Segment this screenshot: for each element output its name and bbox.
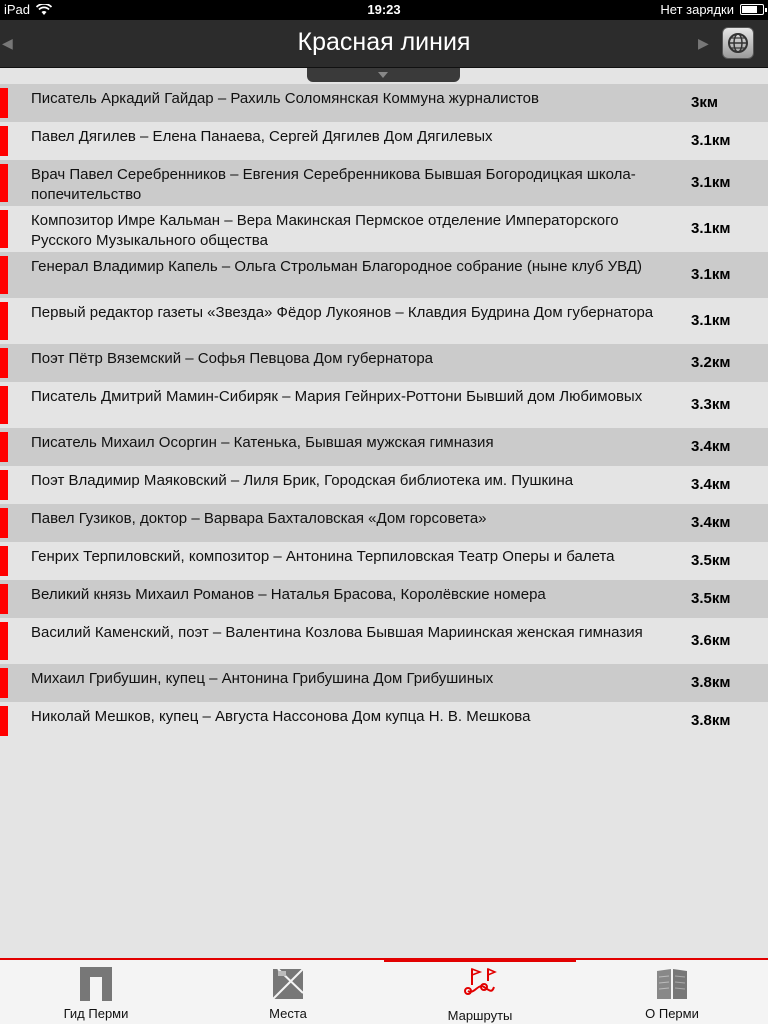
red-marker bbox=[0, 622, 8, 660]
tab-guide[interactable] bbox=[0, 960, 192, 1024]
tab-routes[interactable] bbox=[384, 960, 576, 1024]
list-item[interactable] bbox=[0, 382, 768, 428]
item-label: Поэт Пётр Вяземский – Софья Певцова Дом губернатора bbox=[31, 350, 434, 367]
red-marker bbox=[0, 508, 8, 538]
list-item[interactable] bbox=[0, 428, 768, 466]
list-item[interactable] bbox=[0, 504, 768, 542]
list-item[interactable] bbox=[0, 84, 768, 122]
item-distance: 3.8км bbox=[691, 674, 731, 691]
item-label: Врач Павел Серебренников – Евгения Серебренникова Бывшая Богородицкая школа-попечительство bbox=[31, 166, 636, 203]
dropdown-handle[interactable] bbox=[307, 68, 460, 82]
globe-button[interactable] bbox=[722, 27, 754, 59]
red-marker bbox=[0, 584, 8, 614]
device-name: iPad bbox=[4, 2, 31, 17]
globe-icon bbox=[726, 31, 750, 55]
item-distance: 3.1км bbox=[691, 174, 731, 191]
red-marker bbox=[0, 386, 8, 424]
item-label: Генрих Терпиловский, композитор – Антонина Терпиловская Театр Оперы и балета bbox=[31, 548, 615, 565]
red-marker bbox=[0, 706, 8, 736]
list-item[interactable] bbox=[0, 252, 768, 298]
item-label: Писатель Аркадий Гайдар – Рахиль Соломянская Коммуна журналистов bbox=[31, 90, 539, 107]
item-label: Василий Каменский, поэт – Валентина Козлова Бывшая Мариинская женская гимназия bbox=[31, 624, 643, 641]
book-icon bbox=[654, 965, 690, 1001]
nav-bar bbox=[0, 20, 768, 68]
list-item[interactable] bbox=[0, 344, 768, 382]
red-marker bbox=[0, 470, 8, 500]
forward-arrow-icon[interactable]: ▶ bbox=[698, 35, 709, 51]
map-icon bbox=[270, 965, 306, 1001]
item-label: Поэт Владимир Маяковский – Лиля Брик, Городская библиотека им. Пушкина bbox=[31, 472, 574, 489]
item-label: Павел Гузиков, доктор – Варвара Бахталовская «Дом горсовета» bbox=[31, 510, 487, 527]
item-distance: 3.4км bbox=[691, 438, 731, 455]
item-distance: 3.1км bbox=[691, 132, 731, 149]
tab-routes-label: Маршруты bbox=[447, 1008, 513, 1023]
red-marker bbox=[0, 302, 8, 340]
status-bar bbox=[0, 0, 768, 20]
item-distance: 3.1км bbox=[691, 266, 731, 283]
list-item[interactable] bbox=[0, 542, 768, 580]
list-item[interactable] bbox=[0, 618, 768, 664]
red-marker bbox=[0, 546, 8, 576]
red-marker bbox=[0, 164, 8, 202]
chevron-down-icon bbox=[378, 72, 388, 78]
item-label: Михаил Грибушин, купец – Антонина Грибушина Дом Грибушиных bbox=[31, 670, 494, 687]
item-label: Первый редактор газеты «Звезда» Фёдор Лукоянов – Клавдия Будрина Дом губернатора bbox=[31, 304, 654, 321]
item-label: Композитор Имре Кальман – Вера Макинская Пермское отделение Императорского Русского Музыкального общества bbox=[31, 212, 619, 249]
charging-status: Нет зарядки bbox=[660, 2, 734, 17]
item-label: Писатель Дмитрий Мамин-Сибиряк – Мария Гейнрих-Роттони Бывший дом Любимовых bbox=[31, 388, 643, 405]
red-marker bbox=[0, 668, 8, 698]
item-distance: 3.4км bbox=[691, 514, 731, 531]
tab-places-label: Места bbox=[269, 1006, 307, 1021]
red-marker bbox=[0, 432, 8, 462]
page-title: Красная линия bbox=[297, 28, 471, 56]
gate-icon bbox=[78, 965, 114, 1001]
list-item[interactable] bbox=[0, 580, 768, 618]
list-item[interactable] bbox=[0, 206, 768, 252]
item-distance: 3.4км bbox=[691, 476, 731, 493]
item-distance: 3.5км bbox=[691, 590, 731, 607]
tab-guide-label: Гид Перми bbox=[63, 1006, 129, 1021]
list-item[interactable] bbox=[0, 664, 768, 702]
back-arrow-icon[interactable]: ◀ bbox=[2, 35, 13, 51]
red-marker bbox=[0, 210, 8, 248]
item-distance: 3км bbox=[691, 94, 718, 111]
list-item[interactable] bbox=[0, 160, 768, 206]
item-label: Павел Дягилев – Елена Панаева, Сергей Дягилев Дом Дягилевых bbox=[31, 128, 493, 145]
red-marker bbox=[0, 88, 8, 118]
tab-about[interactable] bbox=[576, 960, 768, 1024]
item-distance: 3.1км bbox=[691, 312, 731, 329]
item-distance: 3.2км bbox=[691, 354, 731, 371]
tab-about-label: О Перми bbox=[645, 1006, 699, 1021]
list-item[interactable] bbox=[0, 122, 768, 160]
item-label: Великий князь Михаил Романов – Наталья Брасова, Королёвские номера bbox=[31, 586, 546, 603]
list-item[interactable] bbox=[0, 702, 768, 740]
item-label: Николай Мешков, купец – Августа Нассонова Дом купца Н. В. Мешкова bbox=[31, 708, 531, 725]
red-marker bbox=[0, 348, 8, 378]
battery-icon bbox=[740, 4, 764, 15]
tab-bar bbox=[0, 958, 768, 1024]
item-distance: 3.3км bbox=[691, 396, 731, 413]
red-marker bbox=[0, 126, 8, 156]
status-time: 19:23 bbox=[367, 2, 401, 17]
item-distance: 3.6км bbox=[691, 632, 731, 649]
route-icon bbox=[462, 965, 498, 1001]
list-item[interactable] bbox=[0, 466, 768, 504]
item-distance: 3.1км bbox=[691, 220, 731, 237]
red-marker bbox=[0, 256, 8, 294]
item-label: Генерал Владимир Капель – Ольга Строльман Благородное собрание (ныне клуб УВД) bbox=[31, 258, 642, 275]
route-points-list bbox=[0, 84, 768, 740]
tab-places[interactable] bbox=[192, 960, 384, 1024]
item-distance: 3.5км bbox=[691, 552, 731, 569]
item-label: Писатель Михаил Осоргин – Катенька, Бывшая мужская гимназия bbox=[31, 434, 494, 451]
list-item[interactable] bbox=[0, 298, 768, 344]
item-distance: 3.8км bbox=[691, 712, 731, 729]
